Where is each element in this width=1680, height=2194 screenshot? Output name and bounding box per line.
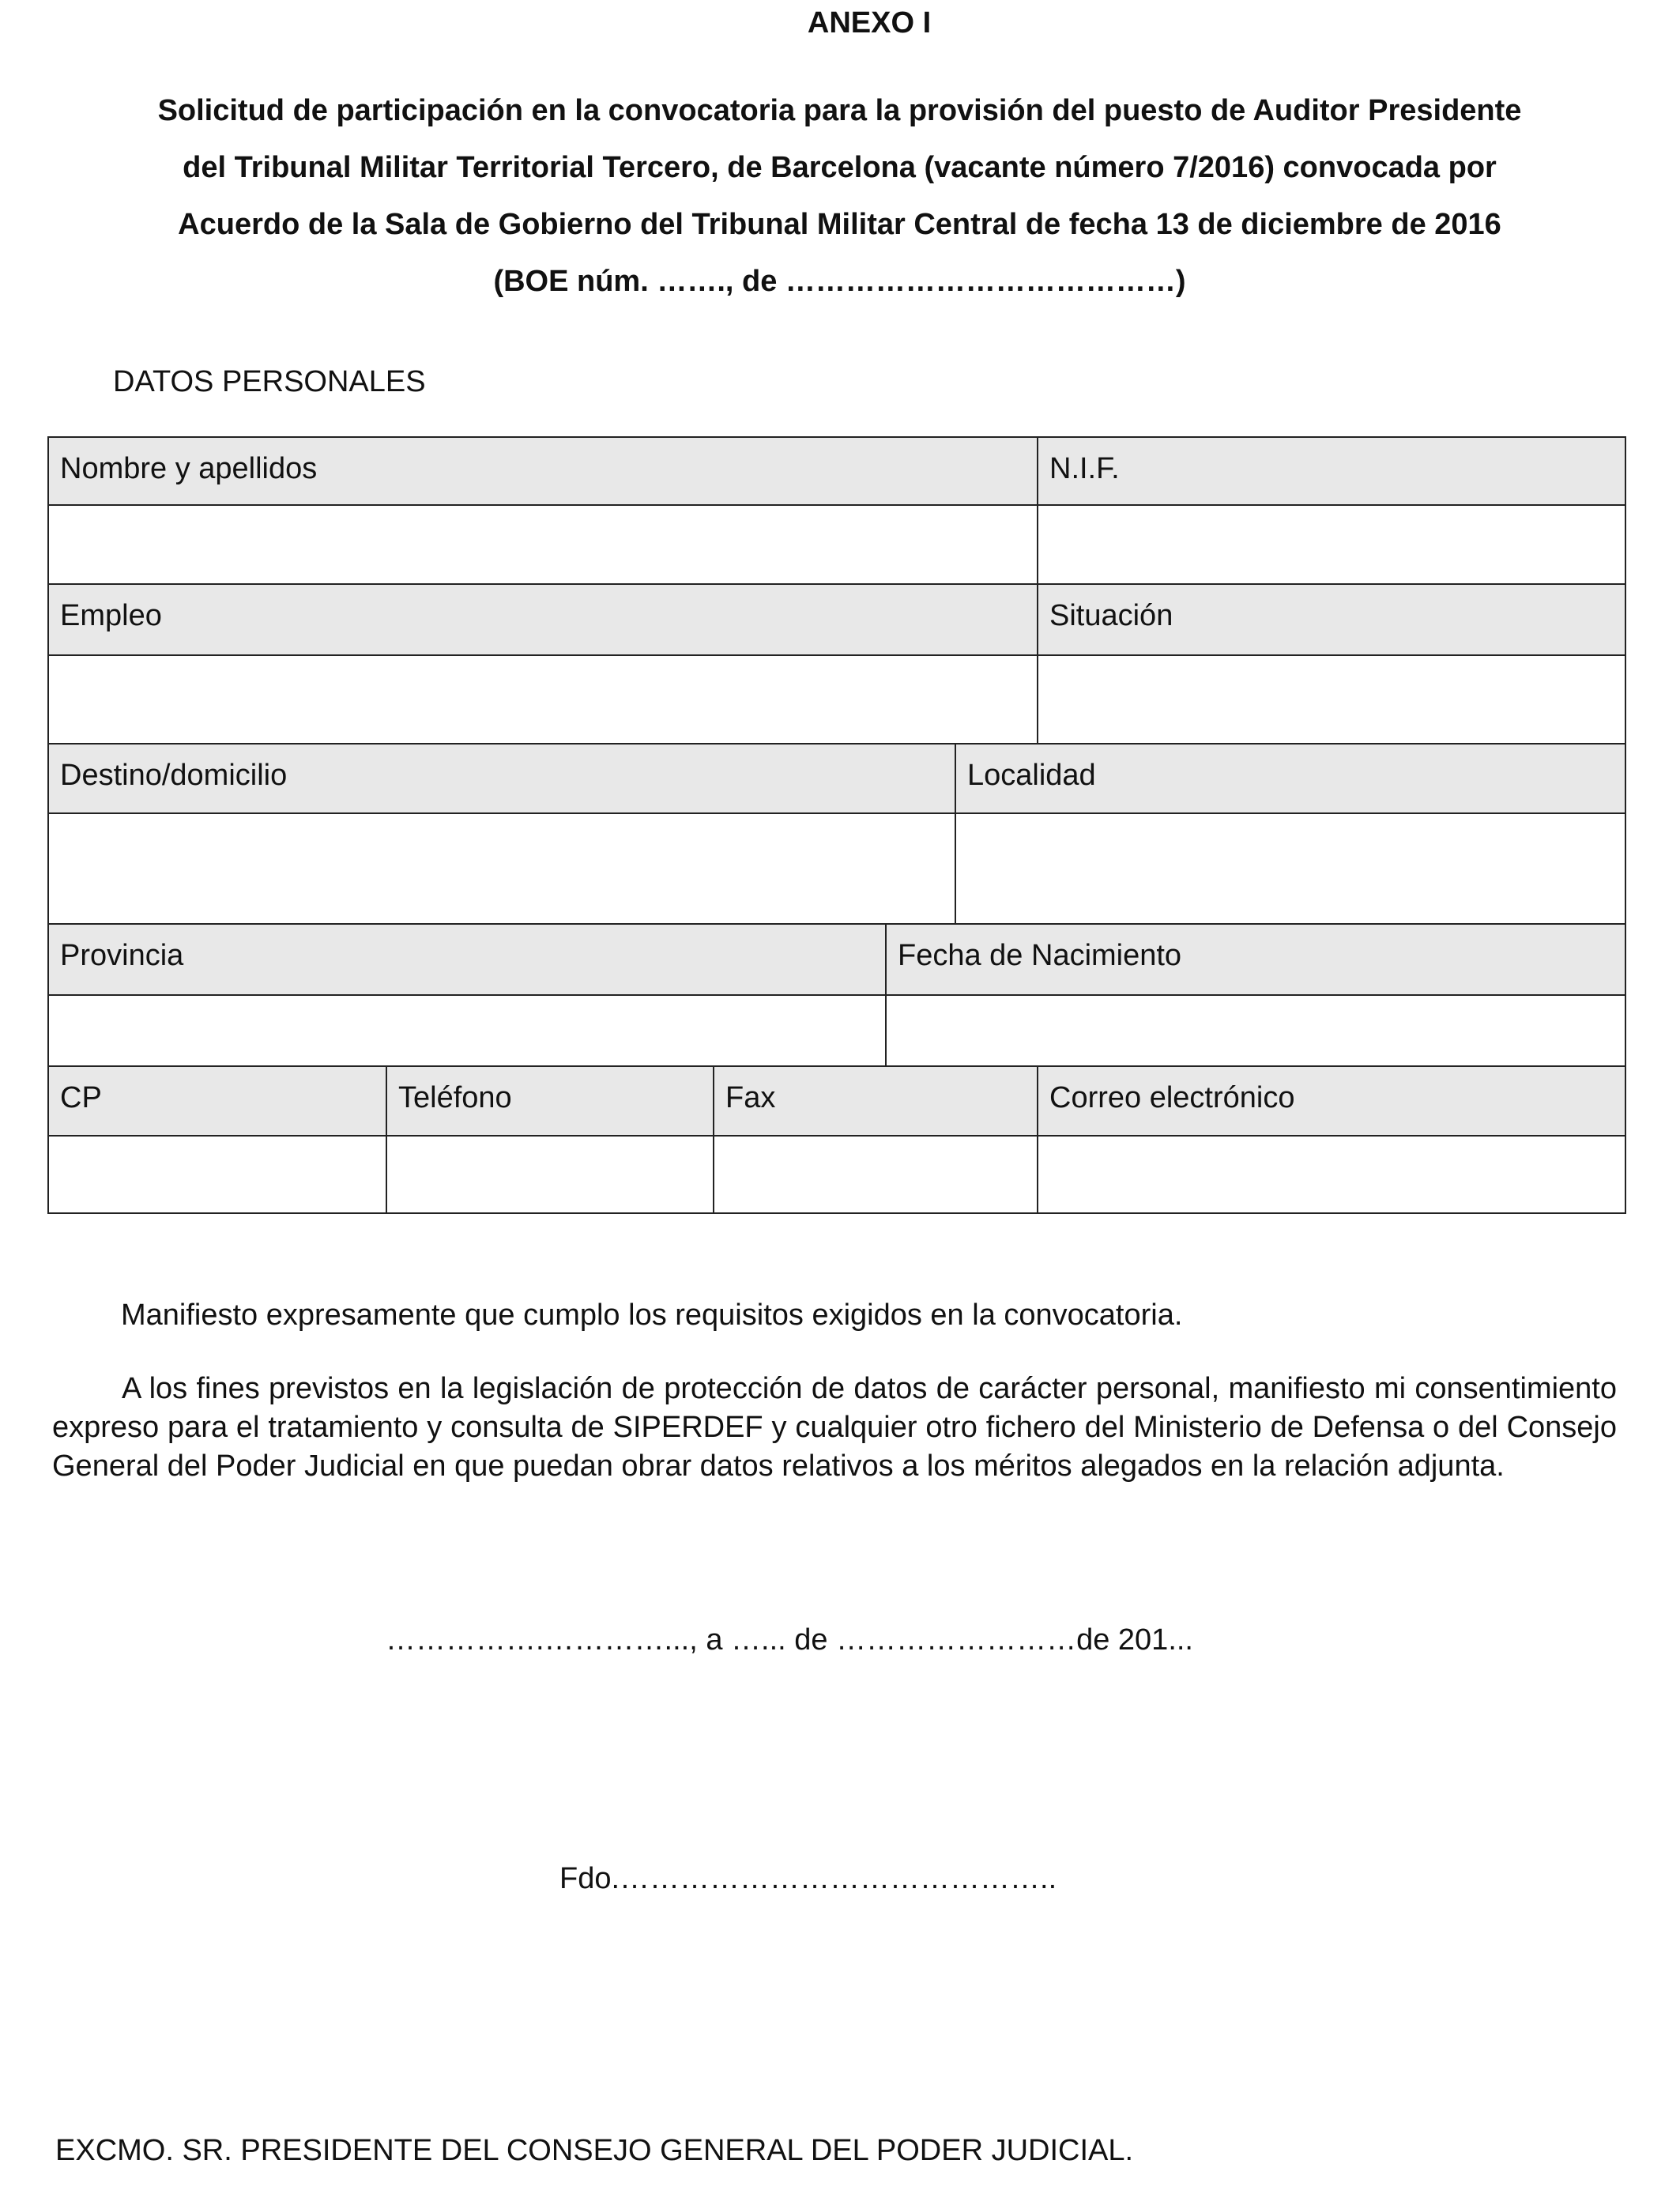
telefono-label: Teléfono: [387, 1067, 714, 1137]
destino-field[interactable]: [49, 814, 956, 925]
requirements-statement: Manifiesto expresamente que cumplo los requisitos exigidos en la convocatoria.: [121, 1299, 1183, 1332]
situacion-field[interactable]: [1038, 656, 1625, 745]
provincia-field[interactable]: [49, 996, 887, 1067]
signature-line: Fdo.……………………………………..: [559, 1862, 1057, 1895]
annex-title: ANEXO I: [807, 6, 932, 40]
correo-field[interactable]: [1038, 1137, 1625, 1212]
cp-label: CP: [49, 1067, 387, 1137]
destino-label: Destino/domicilio: [49, 745, 956, 814]
heading-line: Acuerdo de la Sala de Gobierno del Tribunal Militar Central de fecha 13 de diciembre de 2016: [178, 208, 1501, 241]
personal-data-form: [47, 436, 1626, 1214]
correo-label: Correo electrónico: [1038, 1067, 1625, 1137]
provincia-label: Provincia: [49, 925, 887, 996]
heading-line: Solicitud de participación en la convocatoria para la provisión del puesto de Auditor Presidente: [157, 94, 1522, 127]
place-date-line: …………….…………..., a …... de ……………………de 201...: [386, 1623, 1193, 1657]
nif-field[interactable]: [1038, 506, 1625, 585]
consent-paragraph: [52, 1370, 1617, 1486]
heading-line: del Tribunal Militar Territorial Tercero, de Barcelona (vacante número 7/2016) convocada por: [183, 151, 1497, 184]
situacion-label: Situación: [1038, 585, 1625, 656]
fax-label: Fax: [714, 1067, 1038, 1137]
nombre-label: Nombre y apellidos: [49, 438, 1038, 506]
telefono-field[interactable]: [387, 1137, 714, 1212]
fecha-nacimiento-field[interactable]: [887, 996, 1625, 1067]
addressee: EXCMO. SR. PRESIDENTE DEL CONSEJO GENERAL DEL PODER JUDICIAL.: [55, 2134, 1134, 2167]
fax-field[interactable]: [714, 1137, 1038, 1212]
heading-line: (BOE núm. ……., de …………………………………): [493, 265, 1186, 298]
localidad-field[interactable]: [956, 814, 1625, 925]
cp-field[interactable]: [49, 1137, 387, 1212]
empleo-field[interactable]: [49, 656, 1038, 745]
section-title: DATOS PERSONALES: [113, 365, 426, 398]
request-heading: [55, 82, 1624, 310]
nombre-field[interactable]: [49, 506, 1038, 585]
nif-label: N.I.F.: [1038, 438, 1625, 506]
empleo-label: Empleo: [49, 585, 1038, 656]
localidad-label: Localidad: [956, 745, 1625, 814]
fecha-nacimiento-label: Fecha de Nacimiento: [887, 925, 1625, 996]
consent-text: A los fines previstos en la legislación de protección de datos de carácter personal, manifiesto mi consentimiento expreso para el tratamiento y consulta de SIPERDEF y cualquier otro fichero del Ministerio de Defensa o del Consejo General del Poder Judicial en que puedan obrar datos relativos a los méritos alegados en la relación adjunta.: [52, 1372, 1617, 1483]
